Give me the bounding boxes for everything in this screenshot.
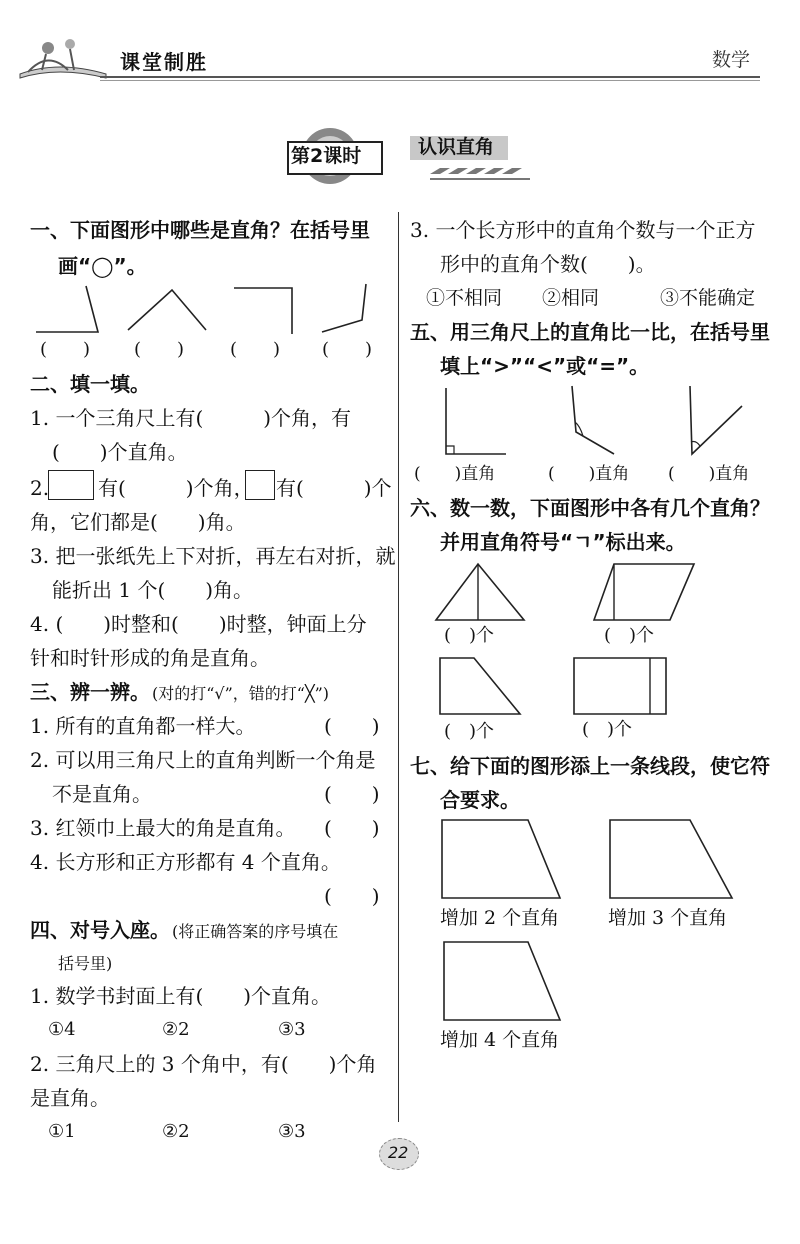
q2-1-line1: 1. 一个三角尺上有( )个角，有	[30, 406, 352, 430]
s6-label-4[interactable]: ( )个	[582, 719, 633, 740]
header-decoration-icon	[18, 30, 108, 80]
section-7-title: 七、给下面的图形添上一条线段，使它符	[410, 754, 770, 778]
s1-paren-1[interactable]: ( )	[40, 339, 91, 360]
section-7-title-cont: 合要求。	[440, 788, 520, 812]
header-brand: 课堂制胜	[120, 50, 208, 74]
s5-label-1[interactable]: ( )直角	[414, 464, 496, 484]
q4-1-option-3: ③3	[278, 1019, 306, 1040]
section-1-title: 一、下面图形中哪些是直角？在括号里	[30, 218, 370, 242]
rq3-line1: 3. 一个长方形中的直角个数与一个正方	[410, 218, 756, 242]
parallelogram-shape	[594, 564, 694, 620]
trapezoid-add-2	[442, 820, 560, 898]
header-subject: 数学	[712, 49, 751, 71]
square-shape	[245, 470, 275, 500]
q4-2-line2: 是直角。	[30, 1086, 110, 1110]
q3-3: 3. 红领巾上最大的角是直角。	[30, 816, 296, 840]
s1-paren-3[interactable]: ( )	[230, 339, 281, 360]
q2-2-part-c: 角，它们都是( )角。	[30, 510, 246, 534]
page-number: 22	[388, 1143, 409, 1162]
rq3-line2: 形中的直角个数( )。	[440, 252, 656, 276]
q2-3-line1: 3. 把一张纸先上下对折，再左右对折，就	[30, 544, 396, 568]
q3-2-line1: 2. 可以用三角尺上的直角判断一个角是	[30, 748, 376, 772]
q4-2-option-1: ①1	[48, 1121, 76, 1142]
trapezoid-shape	[440, 658, 520, 714]
section-3-title: 三、辨一辨。	[30, 680, 150, 704]
q3-4-answer[interactable]: ( )	[324, 884, 380, 908]
q2-2-number: 2.	[30, 476, 50, 500]
q3-2-answer[interactable]: ( )	[324, 782, 380, 806]
q3-4: 4. 长方形和正方形都有 4 个直角。	[30, 850, 341, 874]
header-rule	[100, 76, 760, 78]
s7-label-2: 增加 3 个直角	[608, 907, 728, 929]
s5-label-3[interactable]: ( )直角	[668, 464, 750, 484]
section-4-note: (将正确答案的序号填在	[172, 922, 339, 941]
s7-label-1: 增加 2 个直角	[440, 907, 560, 929]
q3-3-answer[interactable]: ( )	[324, 816, 380, 840]
rq3-option-1: ①不相同	[426, 287, 503, 309]
s6-label-3[interactable]: ( )个	[444, 721, 495, 742]
q2-2-part-a: 有( )个角，	[98, 476, 254, 500]
angle-figures-s1	[30, 282, 380, 342]
s1-paren-4[interactable]: ( )	[322, 339, 373, 360]
trapezoid-add-4	[444, 942, 560, 1020]
triangle-shape	[436, 564, 524, 620]
lesson-title: 认识直角	[418, 136, 495, 158]
q3-2-line2: 不是直角。	[52, 782, 152, 806]
compare-angle-1	[446, 388, 506, 454]
q2-2-part-b: 有( )个	[276, 476, 392, 500]
q4-2-option-3: ③3	[278, 1121, 306, 1142]
angle-figure-4	[322, 284, 366, 332]
section-6-title: 六、数一数，下面图形中各有几个直角？	[410, 496, 770, 520]
section-6-title-cont: 并用直角符号“ㄱ”标出来。	[440, 530, 686, 554]
compare-angle-2	[572, 386, 614, 454]
s6-label-2[interactable]: ( )个	[604, 625, 655, 646]
lesson-label: 第2课时	[291, 145, 362, 167]
angle-figure-1	[36, 286, 98, 332]
q3-1: 1. 所有的直角都一样大。	[30, 714, 256, 738]
q3-1-answer[interactable]: ( )	[324, 714, 380, 738]
rectangle-split-shape	[574, 658, 666, 714]
s7-label-3: 增加 4 个直角	[440, 1029, 560, 1051]
section-4-title: 四、对号入座。	[30, 918, 170, 942]
section-2-title: 二、填一填。	[30, 372, 150, 396]
section-5-title-cont: 填上“>”“<”或“=”。	[440, 354, 650, 378]
q2-4-line2: 针和时针形成的角是直角。	[30, 646, 270, 670]
header-rule-thin	[100, 80, 760, 81]
compare-angles-s5	[430, 384, 770, 460]
s1-paren-2[interactable]: ( )	[134, 339, 185, 360]
s5-label-2[interactable]: ( )直角	[548, 464, 630, 484]
rectangle-shape	[48, 470, 94, 500]
q4-1-option-2: ②2	[162, 1019, 190, 1040]
angle-figure-3	[234, 288, 292, 334]
q2-4-line1: 4. ( )时整和( )时整，钟面上分	[30, 612, 367, 636]
q4-2-option-2: ②2	[162, 1121, 190, 1142]
column-divider	[398, 212, 399, 1122]
q2-3-line2: 能折出 1 个( )角。	[52, 578, 254, 602]
section-4-note-cont: 括号里)	[58, 954, 113, 973]
trapezoid-add-3	[610, 820, 732, 898]
s6-label-1[interactable]: ( )个	[444, 625, 495, 646]
section-1-title-cont: 画“◯”。	[58, 254, 147, 278]
angle-figure-2	[128, 290, 206, 330]
rq3-option-3: ③不能确定	[660, 287, 756, 309]
section-5-title: 五、用三角尺上的直角比一比，在括号里	[410, 320, 770, 344]
q2-1-line2: ( )个直角。	[52, 440, 188, 464]
q4-1: 1. 数学书封面上有( )个直角。	[30, 984, 332, 1008]
rq3-option-2: ②相同	[542, 287, 600, 309]
section-3-note: (对的打“√”，错的打“╳”)	[152, 684, 330, 703]
q4-1-option-1: ①4	[48, 1019, 76, 1040]
q4-2-line1: 2. 三角尺上的 3 个角中，有( )个角	[30, 1052, 377, 1076]
